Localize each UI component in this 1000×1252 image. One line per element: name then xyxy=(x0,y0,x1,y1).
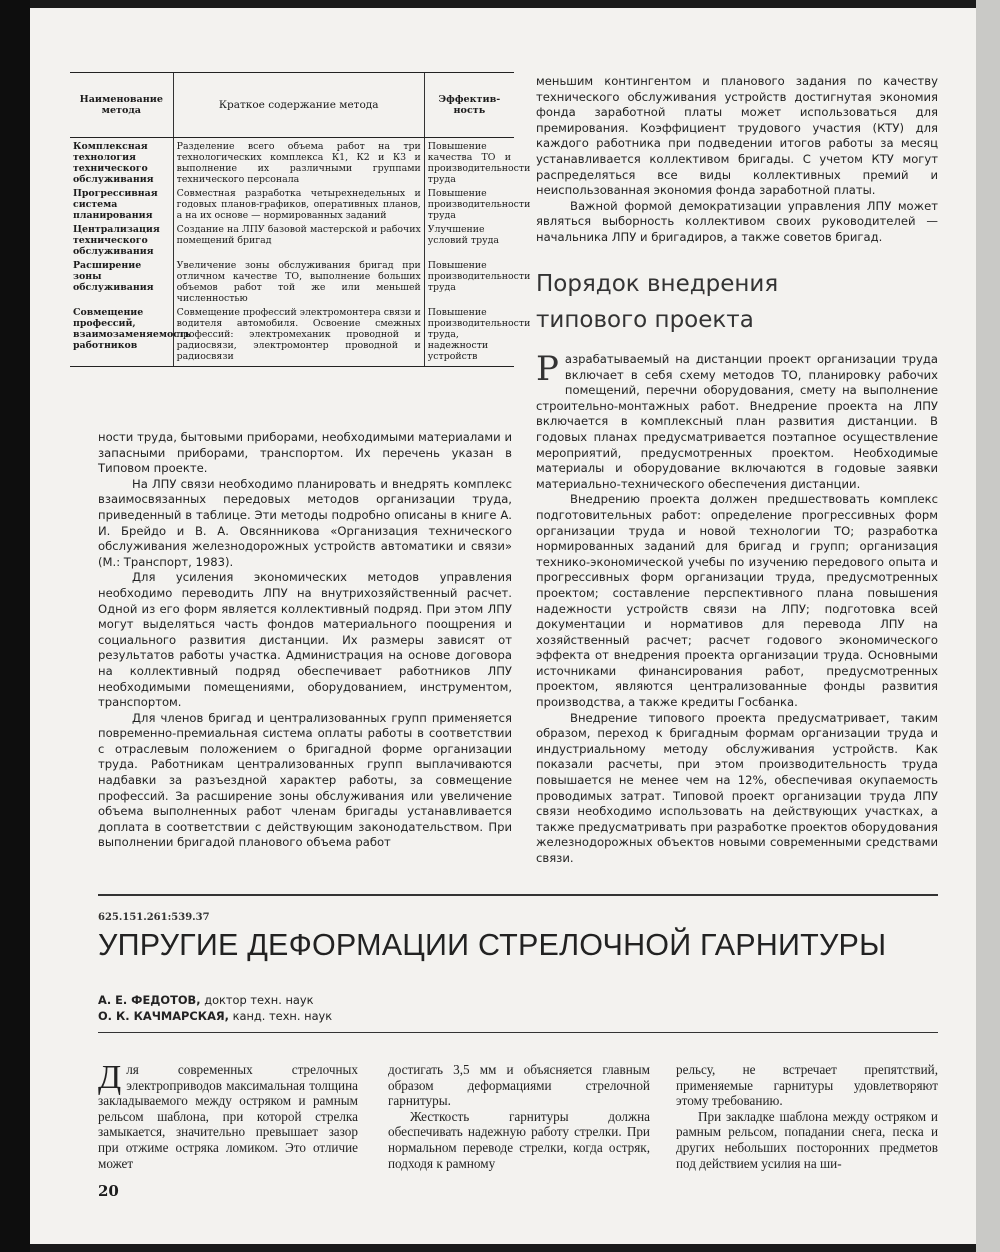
left-paragraph-4: Для членов бригад и централизованных групп применяется повременно-премиальная система оплаты работы в соответствии с отраслевым положением о бригадной форме организации труда. Работникам централизованных групп выплачиваются надбавки за разъездной характер работы, за совмещение профессий. За расширение зоны обслуживания или увеличение объема выполненных работ членам бригады устанавливается доплата в соответствии с действующим законодательством. При выполнении бригадой планового объема работ xyxy=(98,710,512,850)
table-header-content: Краткое содержание метода xyxy=(173,73,424,138)
udc-code: 625.151.261:539.37 xyxy=(98,912,210,923)
table-cell-content: Разделение всего объема работ на три технологических комплекса К1, К2 и К3 и выполнение их различными группами технического персонала xyxy=(173,138,424,186)
table-cell-method: Совмещение профессий, взаимозаменяемость работников xyxy=(70,304,173,367)
left-paragraph-3: Для усиления экономических методов управления необходимо переводить ЛПУ на внутрихозяйственный расчет. Одной из его форм является коллективный подряд. При этом ЛПУ могут выделяться часть фондов материального поощрения и социального развития дистанции. Их размеры зависят от результатов работы участка. Администрация на основе договора на коллективный подряд обеспечивает работников ЛПУ необходимыми помещениями, оборудованием, инструментом, транспортом. xyxy=(98,570,512,710)
table-header-method: Наименование метода xyxy=(70,73,173,138)
page-number: 20 xyxy=(98,1182,119,1200)
left-paragraph-1: ности труда, бытовыми приборами, необходимыми материалами и запасными приборами, транспортом. Их перечень указан в Типовом проекте. xyxy=(98,430,512,476)
right-paragraph-5: Внедрение типового проекта предусматривает, таким образом, переход к бригадным формам организации труда и индустриальному методу обслуживания устройств. Как показали расчеты, при этом производительность труда повышается не менее чем на 12%, обеспечивая окупаемость проводимых затрат. Типовой проект организации труда ЛПУ связи необходимо использовать на действующих участках, а также предусматривать при разработке проектов оборудования железнодорожных объектов новыми современными средствами связи. xyxy=(536,710,938,865)
table-row xyxy=(70,257,514,304)
divider-bottom xyxy=(98,1032,938,1033)
table-row xyxy=(70,185,514,221)
section-heading-line-1: Порядок внедрения xyxy=(536,271,779,297)
article-col1-body: ля современных стрелочных электроприводов максимальная толщина закладываемого между остряком и рамным рельсом шаблона, при которой стрелка замыкается, значительно превышает зазор при отжиме остряка ломиком. Это отличие может xyxy=(98,1062,358,1171)
article-col2-paragraph-1: достигать 3,5 мм и объясняется главным образом деформациями стрелочной гарнитуры. xyxy=(388,1062,650,1109)
table-cell-effect: Повышение производительности труда xyxy=(424,185,514,221)
author-1-title: доктор техн. наук xyxy=(204,993,314,1007)
table-row xyxy=(70,138,514,186)
article-column-1 xyxy=(98,1059,358,1171)
article-col1-paragraph xyxy=(98,1059,358,1171)
divider-top xyxy=(98,894,938,896)
right-column-top-text xyxy=(536,74,938,246)
table-header-effect: Эффектив-ность xyxy=(424,73,514,138)
right-paragraph-3 xyxy=(536,349,938,492)
article-col2-paragraph-2: Жесткость гарнитуры должна обеспечивать надежную работу стрелки. При нормальном переводе стрелки, когда остряк, подходя к рамному xyxy=(388,1108,650,1171)
author-line-2 xyxy=(98,1008,332,1024)
table-cell-effect: Улучшение условий труда xyxy=(424,221,514,257)
section-heading-line-2: типового проекта xyxy=(536,307,754,333)
authors-block xyxy=(98,992,332,1024)
author-line-1 xyxy=(98,992,332,1008)
left-column-text xyxy=(98,430,512,851)
table-cell-content: Создание на ЛПУ базовой мастерской и рабочих помещений бригад xyxy=(173,221,424,257)
table-row xyxy=(70,304,514,367)
table-cell-content: Совместная разработка четырехнедельных и годовых планов-графиков, оперативных планов, а на их основе — нормированных заданий xyxy=(173,185,424,221)
article-title: УПРУГИЕ ДЕФОРМАЦИИ СТРЕЛОЧНОЙ ГАРНИТУРЫ xyxy=(98,928,887,962)
section-heading xyxy=(536,266,936,338)
left-paragraph-2: На ЛПУ связи необходимо планировать и внедрять комплекс взаимосвязанных передовых методов организации труда, приведенный в таблице. Эти методы подробно описаны в книге А. И. Брейдо и В. А. Овсянникова «Организация технического обслуживания железнодорожных устройств автоматики и связи» (М.: Транспорт, 1983). xyxy=(98,476,512,569)
table-header-row xyxy=(70,73,514,138)
table-cell-method: Расширение зоны обслуживания xyxy=(73,260,154,293)
table-cell-method: Комплексная технология технического обслуживания xyxy=(73,141,154,185)
article-col3-paragraph-1: рельсу, не встречает препятствий, применяемые гарнитуры удовлетворяют этому требованию. xyxy=(676,1062,938,1109)
article-drop-cap: Д xyxy=(98,1059,122,1096)
author-2-title: канд. техн. наук xyxy=(232,1009,333,1023)
table-cell-effect: Повышение производительности труда xyxy=(424,257,514,304)
methods-table xyxy=(70,72,531,367)
scan-edge-right xyxy=(976,0,1000,1252)
article-col3-paragraph-2: При закладке шаблона между остряком и рамным рельсом, попадании снега, песка и других небольших посторонних предметов под действием усилия на ши- xyxy=(676,1108,938,1171)
scan-edge-left xyxy=(0,0,30,1252)
right-paragraph-4: Внедрению проекта должен предшествовать комплекс подготовительных работ: определение прогрессивных форм организации труда и новой технологии ТО; разработка нормированных заданий для бригад и групп; организация технико-экономической учебы по изучению передового опыта и прогрессивных форм организации труда, предусмотренных проектом; составление перспективного плана повышения надежности устройств связи на ЛПУ; подготовка всей документации и нормативов для перевода ЛПУ на хозяйственный расчет; расчет годового экономического эффекта от внедрения проекта организации труда. Основными источниками финансирования работ, предусмотренных проектом, являются централизованные фонды развития производства, а также кредиты Госбанка. xyxy=(536,492,938,710)
document-page xyxy=(30,8,976,1244)
table-row xyxy=(70,221,514,257)
table-cell-method: Централизация технического обслуживания xyxy=(73,224,160,257)
right-paragraph-1: меньшим контингентом и планового задания по качеству технического обслуживания устройств достигнутая экономия фонда заработной платы может использоваться для премирования. Коэффициент трудового участия (КТУ) для каждого работника при подведении итогов работы за месяц устанавливается коллективом бригады. С учетом КТУ могут распределяться все виды коллективных премий и неиспользованная экономия фонда заработной платы. xyxy=(536,74,938,198)
author-2-name: О. К. КАЧМАРСКАЯ, xyxy=(98,1009,229,1023)
article-column-3 xyxy=(676,1062,938,1171)
right-paragraph-3-body: азрабатываемый на дистанции проект организации труда включает в себя схему методов ТО, планировку рабочих помещений, перечни оборудования, смету на выполнение строительно-монтажных работ. Внедрение проекта на ЛПУ включается в комплексный план развития дистанции. В годовых планах предусматривается поэтапное осуществление мероприятий, предусмотренных проектом. Необходимые материалы и оборудование включаются в годовые заявки материально-технического обеспечения дистанции. xyxy=(536,352,938,491)
table-cell-effect: Повышение производительности труда, надежности устройств xyxy=(424,304,514,367)
right-paragraph-2: Важной формой демократизации управления ЛПУ может являться выборность коллективом своих руководителей — начальника ЛПУ и бригадиров, а также советов бригад. xyxy=(536,198,938,244)
author-1-name: А. Е. ФЕДОТОВ, xyxy=(98,993,201,1007)
article-column-2 xyxy=(388,1062,650,1171)
table-cell-content: Увеличение зоны обслуживания бригад при отличном качестве ТО, выполнение больших объемов работ той же или меньшей численностью xyxy=(173,257,424,304)
table-cell-content: Совмещение профессий электромонтера связи и водителя автомобиля. Освоение смежных профессий: электромеханик проводной и радиосвязи, электромонтер проводной и радиосвязи xyxy=(173,304,424,367)
drop-cap: Р xyxy=(536,349,559,389)
right-column-bottom-text xyxy=(536,349,938,867)
table-cell-method: Прогрессивная система планирования xyxy=(73,188,158,221)
table-cell-effect: Повышение качества ТО и производительности труда xyxy=(424,138,514,186)
